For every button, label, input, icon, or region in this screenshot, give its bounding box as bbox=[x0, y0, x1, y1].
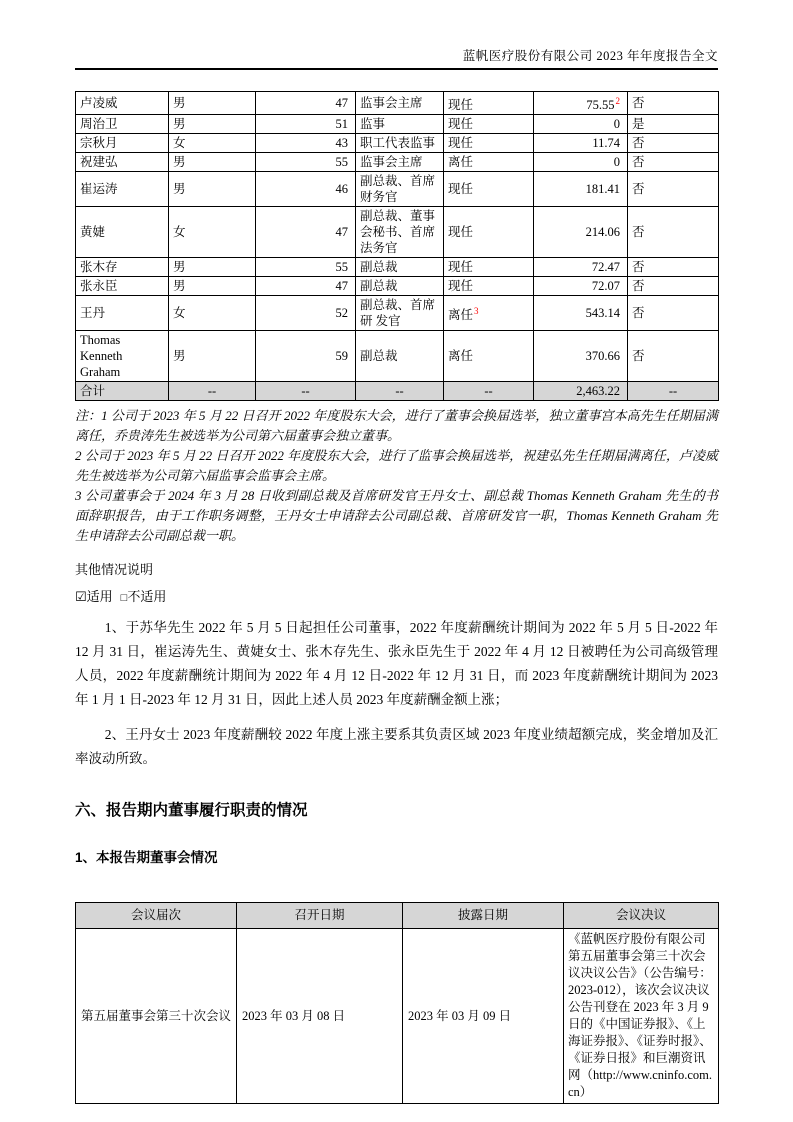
cell-concurrent: 是 bbox=[628, 115, 719, 134]
pay-text: 543.14 bbox=[585, 306, 620, 321]
cell-session: 第五届董事会第三十次会议 bbox=[76, 929, 237, 1104]
cell-name: 周治卫 bbox=[76, 115, 169, 134]
pay-text: 75.55 bbox=[586, 98, 615, 113]
cell-age: 47 bbox=[256, 92, 356, 115]
pay-text: 181.41 bbox=[585, 182, 620, 197]
cell-position: 副总裁 bbox=[356, 258, 444, 277]
cell-pay bbox=[534, 153, 628, 172]
cell-age: 52 bbox=[256, 296, 356, 331]
cell-gender: 女 bbox=[169, 207, 256, 258]
status-text: 离任 bbox=[448, 308, 474, 323]
cell-age: 55 bbox=[256, 258, 356, 277]
cell-pay bbox=[534, 296, 628, 331]
cell-concurrent: 否 bbox=[628, 172, 719, 207]
table-row bbox=[76, 258, 719, 277]
not-applicable-label: 不适用 bbox=[127, 589, 167, 605]
status-text: 现任 bbox=[448, 279, 474, 294]
cell-status bbox=[444, 296, 534, 331]
pay-text: 370.66 bbox=[585, 349, 620, 364]
cell-position: 监事 bbox=[356, 115, 444, 134]
cell-position: 副总裁、首席财务官 bbox=[356, 172, 444, 207]
checked-checkbox-icon: ☑ bbox=[75, 589, 87, 605]
cell-age: 47 bbox=[256, 277, 356, 296]
header-disclosure-date: 披露日期 bbox=[403, 903, 564, 929]
applicable-label: 适用 bbox=[86, 589, 113, 605]
cell-status bbox=[444, 277, 534, 296]
cell-age: 59 bbox=[256, 331, 356, 382]
cell-position: 副总裁 bbox=[356, 277, 444, 296]
cell-gender: 男 bbox=[169, 258, 256, 277]
cell-status bbox=[444, 331, 534, 382]
section-heading: 六、报告期内董事履行职责的情况 bbox=[75, 802, 308, 820]
pay-text: 0 bbox=[613, 117, 620, 132]
pay-text: 72.07 bbox=[591, 279, 620, 294]
cell-total-label: 合计 bbox=[76, 382, 169, 401]
cell-status bbox=[444, 115, 534, 134]
cell-pay bbox=[534, 331, 628, 382]
cell-status bbox=[444, 207, 534, 258]
officers-compensation-table bbox=[75, 91, 719, 401]
cell-convene-date: 2023 年 03 月 08 日 bbox=[237, 929, 403, 1104]
page-header-title: 蓝帆医疗股份有限公司 2023 年年度报告全文 bbox=[75, 46, 718, 70]
unchecked-checkbox-icon: □ bbox=[120, 592, 128, 605]
cell-resolution: 《蓝帆医疗股份有限公司第五届董事会第三十次会议决议公告》（公告编号：2023-012），该次会议决议公告刊登在 2023 年 3 月 9 日的《中国证券报》、《上海证券报》、《证券时报》、《证券日报》和巨潮资讯网（http://www.cninfo.com.cn） bbox=[564, 929, 719, 1104]
cell-name: 张永臣 bbox=[76, 277, 169, 296]
status-footnote-ref: 3 bbox=[474, 306, 479, 317]
cell-gender: 男 bbox=[169, 331, 256, 382]
status-footnote-ref bbox=[473, 96, 474, 106]
cell-pay bbox=[534, 172, 628, 207]
table-header-row bbox=[76, 903, 719, 929]
cell-gender: 男 bbox=[169, 172, 256, 207]
cell-concurrent: 否 bbox=[628, 331, 719, 382]
cell-pay bbox=[534, 115, 628, 134]
cell-concurrent: 否 bbox=[628, 134, 719, 153]
status-text: 离任 bbox=[448, 155, 474, 170]
explanation-paragraph-2: 2、王丹女士 2023 年度薪酬较 2022 年度上涨主要系其负责区域 2023 年度业绩超额完成，奖金增加及汇率波动所致。 bbox=[75, 727, 718, 767]
cell-name: 卢凌威 bbox=[76, 92, 169, 115]
cell-gender: 女 bbox=[169, 296, 256, 331]
other-note-label: 其他情况说明 bbox=[75, 562, 154, 578]
header-resolution: 会议决议 bbox=[564, 903, 719, 929]
cell-status bbox=[444, 172, 534, 207]
header-convene-date: 召开日期 bbox=[237, 903, 403, 929]
table-footnotes bbox=[75, 406, 718, 546]
status-text: 现任 bbox=[448, 98, 474, 113]
status-text: 现任 bbox=[448, 182, 474, 197]
cell-age: 51 bbox=[256, 115, 356, 134]
cell-name: 祝建弘 bbox=[76, 153, 169, 172]
footnote-3: 3 公司董事会于 2024 年 3 月 28 日收到副总裁及首席研发官王丹女士、副总裁 Thomas Kenneth Graham 先生的书面辞职报告，由于工作职务调整，王丹女士申请辞去公司副总裁、首席研发官一职，Thomas Kenneth Graham 先生申请辞去公司副总裁一职。 bbox=[75, 488, 718, 544]
cell-status bbox=[444, 134, 534, 153]
cell-status bbox=[444, 258, 534, 277]
cell-concurrent: 否 bbox=[628, 277, 719, 296]
cell-name: 张木存 bbox=[76, 258, 169, 277]
table-row bbox=[76, 153, 719, 172]
cell-position: 副总裁 bbox=[356, 331, 444, 382]
cell-name: 崔运涛 bbox=[76, 172, 169, 207]
table-row bbox=[76, 207, 719, 258]
cell-status bbox=[444, 92, 534, 115]
footnote-2: 2 公司于 2023 年 5 月 22 日召开 2022 年度股东大会，进行了监事会换届选举，祝建弘先生任期届满离任，卢凌威先生被选举为公司第六届监事会监事会主席。 bbox=[75, 448, 718, 484]
cell-position: 监事会主席 bbox=[356, 92, 444, 115]
pay-text: 11.74 bbox=[592, 136, 620, 151]
cell-concurrent: 否 bbox=[628, 153, 719, 172]
cell-pay bbox=[534, 277, 628, 296]
status-text: 现任 bbox=[448, 136, 474, 151]
applicability-line bbox=[75, 586, 718, 605]
cell-disclosure-date: 2023 年 03 月 09 日 bbox=[403, 929, 564, 1104]
table-row bbox=[76, 134, 719, 153]
status-text: 现任 bbox=[448, 225, 474, 240]
cell-name: Thomas Kenneth Graham bbox=[76, 331, 169, 382]
cell-position: -- bbox=[356, 382, 444, 401]
cell-pay bbox=[534, 134, 628, 153]
cell-age: 47 bbox=[256, 207, 356, 258]
cell-concurrent: 否 bbox=[628, 92, 719, 115]
subsection-heading: 1、本报告期董事会情况 bbox=[75, 850, 218, 866]
table-row bbox=[76, 92, 719, 115]
cell-name: 宗秋月 bbox=[76, 134, 169, 153]
cell-concurrent: 否 bbox=[628, 258, 719, 277]
status-text: 离任 bbox=[448, 349, 474, 364]
table-row bbox=[76, 115, 719, 134]
table-row bbox=[76, 929, 719, 1104]
cell-concurrent: -- bbox=[628, 382, 719, 401]
cell-pay: 2,463.22 bbox=[534, 382, 628, 401]
pay-text: 0 bbox=[613, 155, 620, 170]
cell-position: 副总裁、首席研 发官 bbox=[356, 296, 444, 331]
cell-pay bbox=[534, 92, 628, 115]
cell-gender: 男 bbox=[169, 92, 256, 115]
cell-concurrent: 否 bbox=[628, 296, 719, 331]
cell-gender: 女 bbox=[169, 134, 256, 153]
cell-gender: -- bbox=[169, 382, 256, 401]
cell-concurrent: 否 bbox=[628, 207, 719, 258]
board-meetings-table bbox=[75, 902, 719, 1104]
pay-text: 72.47 bbox=[591, 260, 620, 275]
cell-gender: 男 bbox=[169, 277, 256, 296]
explanation-paragraph-1: 1、于苏华先生 2022 年 5 月 5 日起担任公司董事，2022 年度薪酬统计期间为 2022 年 5 月 5 日-2022 年 12 月 31 日，崔运涛先生、黄婕女士、张木存先生、张永臣先生于 2022 年 4 月 12 日被聘任为公司高级管理人员，2022 年度薪酬统计期间为 2022 年 4 月 12 日-2022 年 12 月 31 日，而 2023 年度薪酬统计期间为 2023 年 1 月 1 日-2023 年 12 月 31 日，因此上述人员 2023 年度薪酬金额上涨； bbox=[75, 620, 718, 708]
cell-position: 职工代表监事 bbox=[356, 134, 444, 153]
table-row bbox=[76, 277, 719, 296]
cell-pay bbox=[534, 258, 628, 277]
status-text: 现任 bbox=[448, 117, 474, 132]
table-row bbox=[76, 331, 719, 382]
cell-name: 黄婕 bbox=[76, 207, 169, 258]
cell-age: -- bbox=[256, 382, 356, 401]
cell-gender: 男 bbox=[169, 153, 256, 172]
cell-name: 王丹 bbox=[76, 296, 169, 331]
cell-gender: 男 bbox=[169, 115, 256, 134]
cell-position: 监事会主席 bbox=[356, 153, 444, 172]
cell-pay bbox=[534, 207, 628, 258]
cell-age: 46 bbox=[256, 172, 356, 207]
table-row bbox=[76, 296, 719, 331]
table-total-row bbox=[76, 382, 719, 401]
status-text: 现任 bbox=[448, 260, 474, 275]
cell-status: -- bbox=[444, 382, 534, 401]
cell-position: 副总裁、董事会秘书、首席法务官 bbox=[356, 207, 444, 258]
pay-text: 214.06 bbox=[585, 225, 620, 240]
footnote-1: 注：1 公司于 2023 年 5 月 22 日召开 2022 年度股东大会，进行了董事会换届选举，独立董事宫本高先生任期届满离任，乔贵涛先生被选举为公司第六届董事会独立董事。 bbox=[75, 408, 718, 444]
cell-age: 55 bbox=[256, 153, 356, 172]
cell-age: 43 bbox=[256, 134, 356, 153]
header-session: 会议届次 bbox=[76, 903, 237, 929]
pay-footnote-ref: 2 bbox=[615, 96, 620, 106]
cell-status bbox=[444, 153, 534, 172]
table-row bbox=[76, 172, 719, 207]
